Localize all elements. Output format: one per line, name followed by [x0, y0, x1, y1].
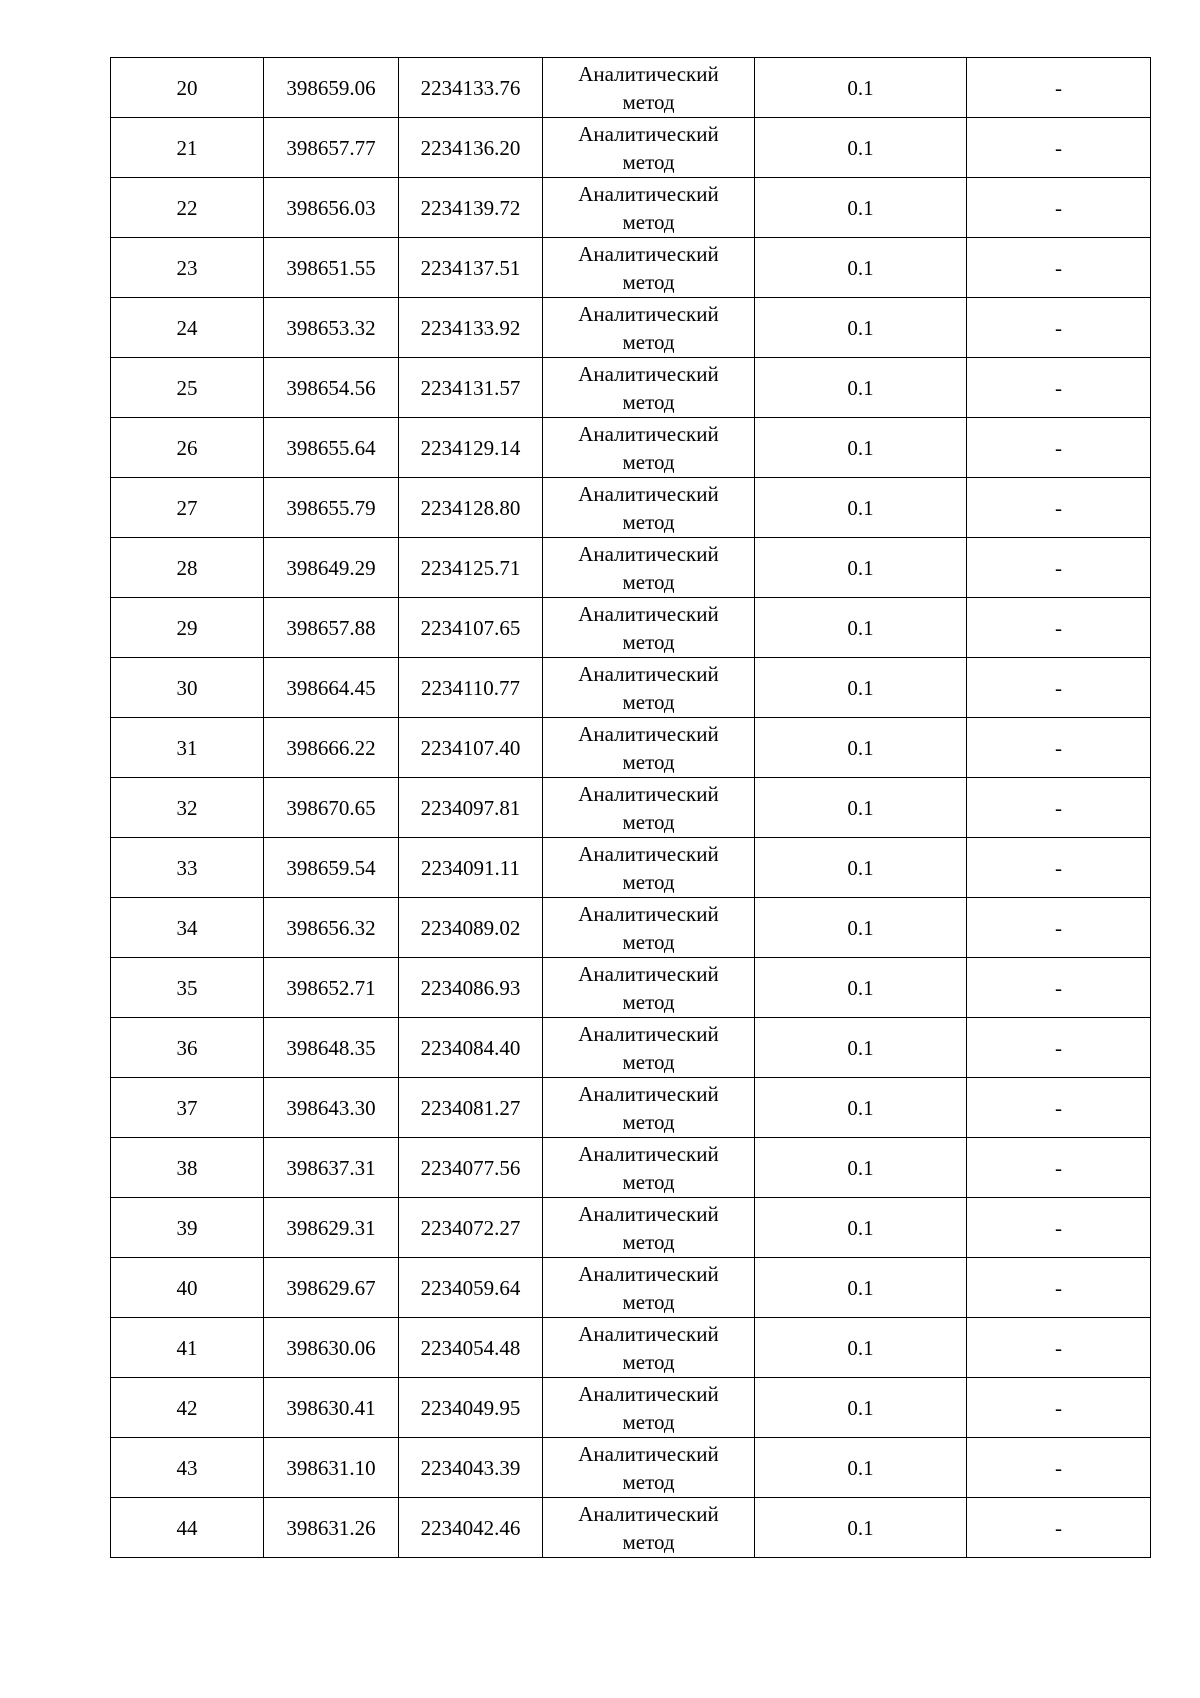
method-line-1: Аналитический [578, 361, 719, 386]
table-row [111, 1138, 1151, 1198]
note-cell: - [967, 838, 1151, 898]
coordinate-y-cell: 2234043.39 [399, 1438, 543, 1498]
method-cell [543, 1138, 755, 1198]
method-line-2: метод [622, 1289, 675, 1314]
table-row [111, 1258, 1151, 1318]
method-line-2: метод [622, 929, 675, 954]
table-row [111, 598, 1151, 658]
coordinate-y-cell: 2234110.77 [399, 658, 543, 718]
coordinate-y-cell: 2234077.56 [399, 1138, 543, 1198]
coordinate-y-cell: 2234084.40 [399, 1018, 543, 1078]
method-cell [543, 118, 755, 178]
note-cell: - [967, 118, 1151, 178]
method-cell [543, 778, 755, 838]
method-cell [543, 238, 755, 298]
precision-cell: 0.1 [755, 178, 967, 238]
point-number-cell: 27 [111, 478, 264, 538]
method-line-1: Аналитический [578, 1441, 719, 1466]
method-cell [543, 1258, 755, 1318]
precision-cell: 0.1 [755, 1438, 967, 1498]
method-cell [543, 418, 755, 478]
table-row [111, 658, 1151, 718]
table-row [111, 1198, 1151, 1258]
coordinate-y-cell: 2234107.40 [399, 718, 543, 778]
note-cell: - [967, 1378, 1151, 1438]
coordinate-x-cell: 398630.41 [264, 1378, 399, 1438]
point-number-cell: 25 [111, 358, 264, 418]
method-line-1: Аналитический [578, 241, 719, 266]
coordinate-y-cell: 2234091.11 [399, 838, 543, 898]
precision-cell: 0.1 [755, 58, 967, 118]
method-line-2: метод [622, 1229, 675, 1254]
method-line-2: метод [622, 209, 675, 234]
precision-cell: 0.1 [755, 1018, 967, 1078]
method-line-1: Аналитический [578, 1321, 719, 1346]
coordinate-y-cell: 2234072.27 [399, 1198, 543, 1258]
coordinate-x-cell: 398666.22 [264, 718, 399, 778]
point-number-cell: 39 [111, 1198, 264, 1258]
method-line-2: метод [622, 509, 675, 534]
method-line-2: метод [622, 569, 675, 594]
method-cell [543, 1378, 755, 1438]
table-row [111, 1438, 1151, 1498]
table-row [111, 238, 1151, 298]
method-cell [543, 58, 755, 118]
point-number-cell: 29 [111, 598, 264, 658]
coordinate-y-cell: 2234042.46 [399, 1498, 543, 1558]
point-number-cell: 22 [111, 178, 264, 238]
method-line-1: Аналитический [578, 961, 719, 986]
method-line-2: метод [622, 749, 675, 774]
method-line-1: Аналитический [578, 1261, 719, 1286]
method-cell [543, 1318, 755, 1378]
point-number-cell: 33 [111, 838, 264, 898]
note-cell: - [967, 1018, 1151, 1078]
method-line-2: метод [622, 1109, 675, 1134]
table-row [111, 358, 1151, 418]
note-cell: - [967, 958, 1151, 1018]
note-cell: - [967, 58, 1151, 118]
point-number-cell: 37 [111, 1078, 264, 1138]
coordinate-y-cell: 2234086.93 [399, 958, 543, 1018]
method-cell [543, 658, 755, 718]
method-cell [543, 358, 755, 418]
precision-cell: 0.1 [755, 778, 967, 838]
coordinate-y-cell: 2234089.02 [399, 898, 543, 958]
method-line-1: Аналитический [578, 181, 719, 206]
coordinate-y-cell: 2234136.20 [399, 118, 543, 178]
precision-cell: 0.1 [755, 1078, 967, 1138]
coordinate-x-cell: 398653.32 [264, 298, 399, 358]
note-cell: - [967, 418, 1151, 478]
method-cell [543, 1018, 755, 1078]
method-line-2: метод [622, 1349, 675, 1374]
point-number-cell: 41 [111, 1318, 264, 1378]
precision-cell: 0.1 [755, 1498, 967, 1558]
method-line-2: метод [622, 869, 675, 894]
coordinate-x-cell: 398657.77 [264, 118, 399, 178]
method-line-1: Аналитический [578, 1501, 719, 1526]
method-line-1: Аналитический [578, 301, 719, 326]
coordinate-x-cell: 398664.45 [264, 658, 399, 718]
coordinate-x-cell: 398629.31 [264, 1198, 399, 1258]
method-line-1: Аналитический [578, 541, 719, 566]
precision-cell: 0.1 [755, 598, 967, 658]
coordinate-y-cell: 2234054.48 [399, 1318, 543, 1378]
method-cell [543, 838, 755, 898]
method-line-2: метод [622, 629, 675, 654]
coordinate-x-cell: 398631.26 [264, 1498, 399, 1558]
coordinate-x-cell: 398652.71 [264, 958, 399, 1018]
method-line-2: метод [622, 89, 675, 114]
note-cell: - [967, 538, 1151, 598]
table-row [111, 1318, 1151, 1378]
precision-cell: 0.1 [755, 1318, 967, 1378]
table-row [111, 298, 1151, 358]
precision-cell: 0.1 [755, 898, 967, 958]
coordinate-x-cell: 398659.06 [264, 58, 399, 118]
coordinate-y-cell: 2234133.92 [399, 298, 543, 358]
coordinate-y-cell: 2234107.65 [399, 598, 543, 658]
method-cell [543, 1198, 755, 1258]
method-line-1: Аналитический [578, 781, 719, 806]
coordinate-y-cell: 2234097.81 [399, 778, 543, 838]
note-cell: - [967, 898, 1151, 958]
method-line-2: метод [622, 1169, 675, 1194]
point-number-cell: 36 [111, 1018, 264, 1078]
table-row [111, 118, 1151, 178]
table-row [111, 418, 1151, 478]
method-line-1: Аналитический [578, 721, 719, 746]
method-cell [543, 958, 755, 1018]
coordinate-x-cell: 398651.55 [264, 238, 399, 298]
note-cell: - [967, 358, 1151, 418]
coordinate-x-cell: 398654.56 [264, 358, 399, 418]
coordinate-y-cell: 2234049.95 [399, 1378, 543, 1438]
precision-cell: 0.1 [755, 1198, 967, 1258]
method-line-2: метод [622, 149, 675, 174]
note-cell: - [967, 1138, 1151, 1198]
method-line-1: Аналитический [578, 121, 719, 146]
table-row [111, 778, 1151, 838]
coordinate-x-cell: 398656.32 [264, 898, 399, 958]
table-row [111, 1378, 1151, 1438]
method-line-1: Аналитический [578, 1141, 719, 1166]
coordinate-x-cell: 398670.65 [264, 778, 399, 838]
point-number-cell: 21 [111, 118, 264, 178]
method-cell [543, 538, 755, 598]
precision-cell: 0.1 [755, 238, 967, 298]
method-line-1: Аналитический [578, 661, 719, 686]
method-line-2: метод [622, 809, 675, 834]
method-line-2: метод [622, 1529, 675, 1554]
note-cell: - [967, 658, 1151, 718]
precision-cell: 0.1 [755, 418, 967, 478]
coordinate-x-cell: 398657.88 [264, 598, 399, 658]
method-line-1: Аналитический [578, 601, 719, 626]
method-cell [543, 1078, 755, 1138]
table-row [111, 58, 1151, 118]
method-line-1: Аналитический [578, 61, 719, 86]
method-cell [543, 898, 755, 958]
note-cell: - [967, 778, 1151, 838]
coordinates-table [110, 57, 1151, 1558]
note-cell: - [967, 238, 1151, 298]
coordinate-x-cell: 398655.79 [264, 478, 399, 538]
point-number-cell: 20 [111, 58, 264, 118]
method-line-2: метод [622, 1049, 675, 1074]
coordinate-x-cell: 398659.54 [264, 838, 399, 898]
precision-cell: 0.1 [755, 1258, 967, 1318]
method-line-1: Аналитический [578, 421, 719, 446]
precision-cell: 0.1 [755, 718, 967, 778]
coordinate-y-cell: 2234125.71 [399, 538, 543, 598]
point-number-cell: 44 [111, 1498, 264, 1558]
note-cell: - [967, 178, 1151, 238]
coordinate-x-cell: 398629.67 [264, 1258, 399, 1318]
note-cell: - [967, 478, 1151, 538]
precision-cell: 0.1 [755, 838, 967, 898]
precision-cell: 0.1 [755, 358, 967, 418]
coordinate-y-cell: 2234137.51 [399, 238, 543, 298]
method-line-1: Аналитический [578, 901, 719, 926]
point-number-cell: 24 [111, 298, 264, 358]
table-row [111, 538, 1151, 598]
point-number-cell: 34 [111, 898, 264, 958]
note-cell: - [967, 1198, 1151, 1258]
method-line-2: метод [622, 1409, 675, 1434]
precision-cell: 0.1 [755, 478, 967, 538]
note-cell: - [967, 1078, 1151, 1138]
method-line-1: Аналитический [578, 1381, 719, 1406]
table-row [111, 1018, 1151, 1078]
method-line-2: метод [622, 689, 675, 714]
note-cell: - [967, 718, 1151, 778]
method-cell [543, 178, 755, 238]
note-cell: - [967, 598, 1151, 658]
method-line-2: метод [622, 989, 675, 1014]
table-row [111, 1078, 1151, 1138]
coordinate-y-cell: 2234133.76 [399, 58, 543, 118]
method-line-1: Аналитический [578, 1021, 719, 1046]
precision-cell: 0.1 [755, 958, 967, 1018]
coordinates-table-body [111, 58, 1151, 1558]
point-number-cell: 38 [111, 1138, 264, 1198]
table-row [111, 958, 1151, 1018]
method-cell [543, 598, 755, 658]
coordinate-y-cell: 2234129.14 [399, 418, 543, 478]
table-row [111, 478, 1151, 538]
method-cell [543, 478, 755, 538]
point-number-cell: 35 [111, 958, 264, 1018]
precision-cell: 0.1 [755, 658, 967, 718]
method-line-1: Аналитический [578, 481, 719, 506]
coordinate-x-cell: 398631.10 [264, 1438, 399, 1498]
point-number-cell: 30 [111, 658, 264, 718]
note-cell: - [967, 1258, 1151, 1318]
method-line-2: метод [622, 269, 675, 294]
coordinate-x-cell: 398643.30 [264, 1078, 399, 1138]
table-row [111, 178, 1151, 238]
method-cell [543, 1498, 755, 1558]
table-row [111, 718, 1151, 778]
precision-cell: 0.1 [755, 1138, 967, 1198]
note-cell: - [967, 1438, 1151, 1498]
precision-cell: 0.1 [755, 538, 967, 598]
method-line-2: метод [622, 449, 675, 474]
coordinate-y-cell: 2234059.64 [399, 1258, 543, 1318]
note-cell: - [967, 1498, 1151, 1558]
coordinate-y-cell: 2234081.27 [399, 1078, 543, 1138]
table-row [111, 838, 1151, 898]
method-line-2: метод [622, 389, 675, 414]
coordinate-y-cell: 2234131.57 [399, 358, 543, 418]
coordinate-x-cell: 398648.35 [264, 1018, 399, 1078]
point-number-cell: 28 [111, 538, 264, 598]
method-cell [543, 1438, 755, 1498]
coordinate-x-cell: 398649.29 [264, 538, 399, 598]
method-line-1: Аналитический [578, 841, 719, 866]
coordinate-y-cell: 2234128.80 [399, 478, 543, 538]
coordinate-x-cell: 398637.31 [264, 1138, 399, 1198]
point-number-cell: 31 [111, 718, 264, 778]
method-cell [543, 718, 755, 778]
point-number-cell: 43 [111, 1438, 264, 1498]
method-line-2: метод [622, 329, 675, 354]
coordinate-y-cell: 2234139.72 [399, 178, 543, 238]
note-cell: - [967, 298, 1151, 358]
method-cell [543, 298, 755, 358]
point-number-cell: 23 [111, 238, 264, 298]
point-number-cell: 42 [111, 1378, 264, 1438]
point-number-cell: 40 [111, 1258, 264, 1318]
method-line-1: Аналитический [578, 1081, 719, 1106]
coordinate-x-cell: 398630.06 [264, 1318, 399, 1378]
table-row [111, 898, 1151, 958]
precision-cell: 0.1 [755, 1378, 967, 1438]
point-number-cell: 26 [111, 418, 264, 478]
precision-cell: 0.1 [755, 298, 967, 358]
precision-cell: 0.1 [755, 118, 967, 178]
table-row [111, 1498, 1151, 1558]
point-number-cell: 32 [111, 778, 264, 838]
method-line-1: Аналитический [578, 1201, 719, 1226]
note-cell: - [967, 1318, 1151, 1378]
coordinate-x-cell: 398655.64 [264, 418, 399, 478]
coordinate-x-cell: 398656.03 [264, 178, 399, 238]
method-line-2: метод [622, 1469, 675, 1494]
